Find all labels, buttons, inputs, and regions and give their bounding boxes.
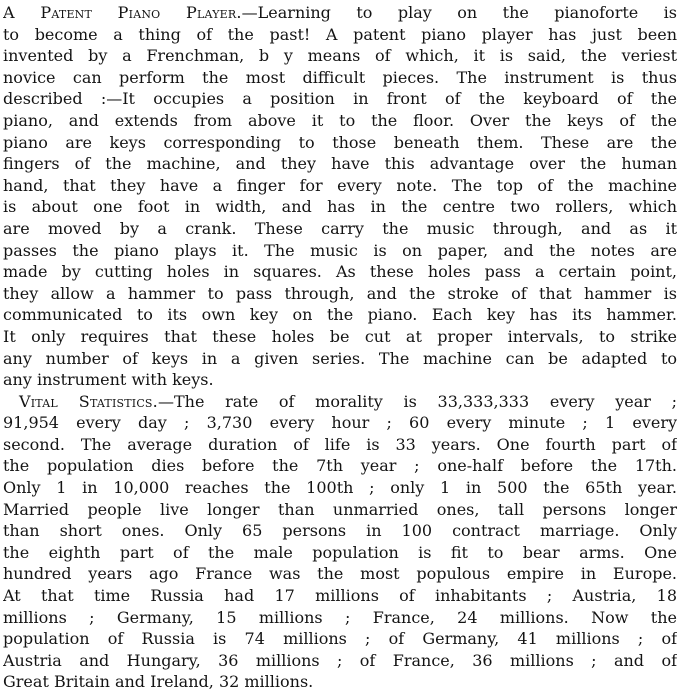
article-line: piano, and extends from above it to the floor. Over the keys of the xyxy=(3,110,677,130)
article-line: fingers of the machine, and they have this advantage over the human xyxy=(3,154,677,174)
article-line: piano are keys corresponding to those beneath them. These are the xyxy=(3,132,677,152)
article-line: A Patent Piano Player.—Learning to play on the pianoforte is xyxy=(3,3,677,22)
article-heading: Vital Statistics. xyxy=(19,391,158,411)
article-line: communicated to its own key on the piano. Each key has its hammer. xyxy=(3,305,677,325)
article-line: they allow a hammer to pass through, and the stroke of that hammer is xyxy=(3,283,677,303)
article-line: novice can perform the most difficult pieces. The instrument is thus xyxy=(3,67,677,87)
article-line: to become a thing of the past! A patent piano player has just been xyxy=(3,24,677,44)
article-line: Married people live longer than unmarried ones, tall persons longer xyxy=(3,499,677,519)
article-line: hundred years ago France was the most populous empire in Europe. xyxy=(3,564,677,584)
article-line: Austria and Hungary, 36 millions ; of France, 36 millions ; and of xyxy=(3,650,677,670)
article-line: made by cutting holes in squares. As these holes pass a certain point, xyxy=(3,262,677,282)
article-line: Only 1 in 10,000 reaches the 100th ; only 1 in 500 the 65th year. xyxy=(3,478,677,498)
article-line: any instrument with keys. xyxy=(3,370,214,390)
article-line: than short ones. Only 65 persons in 100 contract marriage. Only xyxy=(3,521,677,541)
article-line: population of Russia is 74 millions ; of Germany, 41 millions ; of xyxy=(3,629,677,649)
article-line: At that time Russia had 17 millions of inhabitants ; Austria, 18 xyxy=(3,586,677,606)
article-line: invented by a Frenchman, b y means of which, it is said, the veriest xyxy=(3,46,677,66)
article-vital-statistics xyxy=(3,391,677,693)
article-line: It only requires that these holes be cut at proper intervals, to strike xyxy=(3,326,677,346)
article-line: is about one foot in width, and has in the centre two rollers, which xyxy=(3,197,677,217)
article-line: second. The average duration of life is 33 years. One fourth part of xyxy=(3,434,677,454)
article-patent-piano-player xyxy=(3,2,677,391)
article-line: Vital Statistics.—The rate of morality is 33,333,333 every year ; xyxy=(19,391,677,411)
article-line: hand, that they have a finger for every note. The top of the machine xyxy=(3,175,677,195)
article-line: millions ; Germany, 15 millions ; France, 24 millions. Now the xyxy=(3,607,677,627)
article-line: the population dies before the 7th year ; one-half before the 17th. xyxy=(3,456,677,476)
article-line: any number of keys in a given series. The machine can be adapted to xyxy=(3,348,677,368)
article-line: Great Britain and Ireland, 32 millions. xyxy=(3,672,314,692)
article-line: passes the piano plays it. The music is on paper, and the notes are xyxy=(3,240,677,260)
article-line: described :—It occupies a position in front of the keyboard of the xyxy=(3,89,677,109)
article-line: the eighth part of the male population is fit to bear arms. One xyxy=(3,542,677,562)
article-line: 91,954 every day ; 3,730 every hour ; 60 every minute ; 1 every xyxy=(3,413,677,433)
article-line: are moved by a crank. These carry the music through, and as it xyxy=(3,218,677,238)
article-heading: A Patent Piano Player. xyxy=(3,3,242,22)
